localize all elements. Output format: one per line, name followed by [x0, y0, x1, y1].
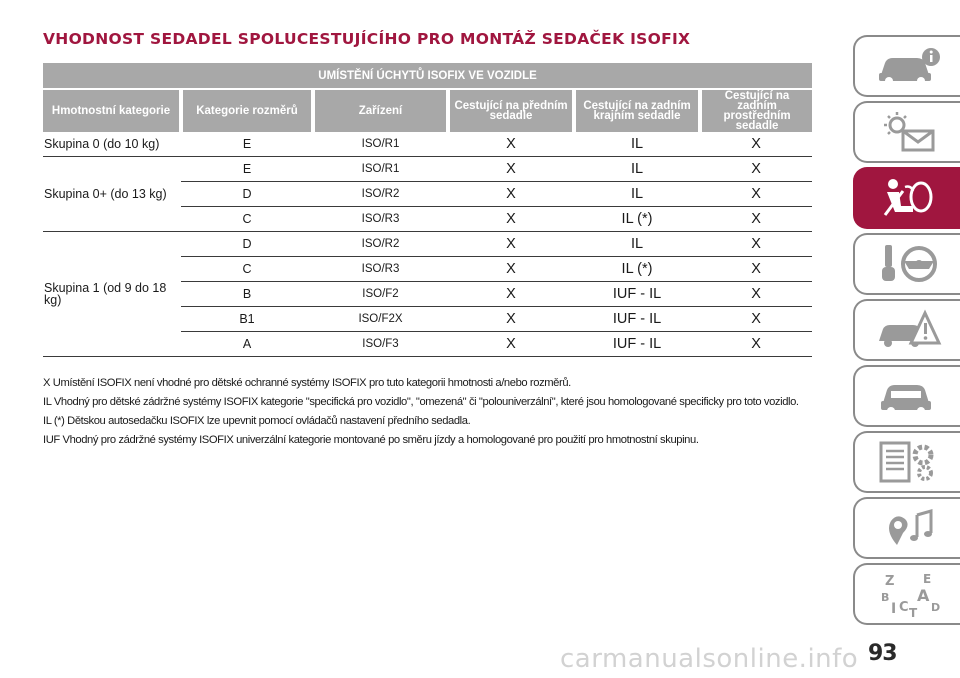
rear-outer-cell: IL (*) — [574, 257, 700, 282]
note-iuf: IUF Vhodný pro zádržné systémy ISOFIX univerzální kategorie montované po směru jízdy a homologované pro použití pro hmotnostní skupinu. — [43, 434, 699, 446]
tab-warning-lights[interactable] — [853, 101, 960, 163]
front-cell: X — [448, 132, 574, 157]
note-x: X Umístění ISOFIX není vhodné pro dětské ochranné systémy ISOFIX pro tuto kategorii hmotnosti a/nebo rozměrů. — [43, 377, 571, 389]
device-cell: ISO/R1 — [313, 157, 448, 182]
front-cell: X — [448, 282, 574, 307]
note-il-star: IL (*) Dětskou autosedačku ISOFIX lze upevnit pomocí ovládačů nastavení předního sedadla. — [43, 415, 471, 427]
airbag-seatbelt-icon — [873, 175, 943, 221]
rear-outer-cell: IUF - IL — [574, 307, 700, 332]
front-cell: X — [448, 232, 574, 257]
rear-outer-cell: IL — [574, 182, 700, 207]
index-letter: I — [890, 601, 896, 617]
weight-group-label: Skupina 0+ (do 13 kg) — [43, 157, 181, 232]
watermark: carmanualsonline.info — [560, 644, 859, 674]
rear-middle-cell: X — [700, 132, 812, 157]
index-letters-icon — [873, 571, 943, 617]
group-header: UMÍSTĚNÍ ÚCHYTŮ ISOFIX VE VOZIDLE — [43, 63, 812, 89]
chapter-tabs — [853, 35, 960, 629]
rear-outer-cell: IUF - IL — [574, 332, 700, 357]
col-header-front: Cestující na předním sedadle — [448, 89, 574, 132]
device-cell: ISO/F2 — [313, 282, 448, 307]
device-cell: ISO/R2 — [313, 232, 448, 257]
front-cell: X — [448, 307, 574, 332]
rear-outer-cell: IL (*) — [574, 207, 700, 232]
rear-outer-cell: IUF - IL — [574, 282, 700, 307]
breakdown-triangle-icon — [873, 307, 943, 353]
size-cell: B1 — [181, 307, 313, 332]
col-header-size: Kategorie rozměrů — [181, 89, 313, 132]
tab-technical-data[interactable] — [853, 431, 960, 493]
size-cell: D — [181, 232, 313, 257]
index-letter: B — [880, 591, 889, 604]
weight-group-label: Skupina 0 (do 10 kg) — [43, 132, 181, 157]
rear-middle-cell: X — [700, 157, 812, 182]
tab-index[interactable] — [853, 563, 960, 625]
col-header-rear-middle: Cestující na zadním prostředním sedadle — [700, 89, 812, 132]
specifications-gear-icon — [873, 439, 943, 485]
tab-maintenance[interactable] — [853, 365, 960, 427]
size-cell: C — [181, 257, 313, 282]
table-row — [43, 132, 812, 157]
index-letter: A — [916, 586, 929, 605]
isofix-table — [43, 63, 812, 357]
device-cell: ISO/R3 — [313, 207, 448, 232]
weight-group-label: Skupina 1 (od 9 do 18 kg) — [43, 232, 181, 357]
rear-middle-cell: X — [700, 207, 812, 232]
table-row — [43, 157, 812, 182]
device-cell: ISO/R2 — [313, 182, 448, 207]
warning-lights-icon — [873, 109, 943, 155]
key-steering-icon — [873, 241, 943, 287]
size-cell: E — [181, 157, 313, 182]
size-cell: C — [181, 207, 313, 232]
size-cell: A — [181, 332, 313, 357]
size-cell: D — [181, 182, 313, 207]
rear-middle-cell: X — [700, 182, 812, 207]
legend-notes — [43, 376, 818, 452]
device-cell: ISO/R3 — [313, 257, 448, 282]
index-letter: C — [898, 600, 909, 615]
car-info-icon — [873, 43, 943, 89]
front-cell: X — [448, 332, 574, 357]
col-header-rear-outer: Cestující na zadním krajním sedadle — [574, 89, 700, 132]
col-header-device: Zařízení — [313, 89, 448, 132]
device-cell: ISO/F3 — [313, 332, 448, 357]
size-cell: E — [181, 132, 313, 157]
tab-safety[interactable] — [853, 167, 960, 229]
page-title: VHODNOST SEDADEL SPOLUCESTUJÍCÍHO PRO MONTÁŽ SEDAČEK ISOFIX — [43, 30, 691, 48]
front-cell: X — [448, 207, 574, 232]
device-cell: ISO/F2X — [313, 307, 448, 332]
table-row — [43, 232, 812, 257]
front-cell: X — [448, 157, 574, 182]
index-letter: D — [930, 601, 940, 614]
col-header-weight: Hmotnostní kategorie — [43, 89, 181, 132]
front-cell: X — [448, 257, 574, 282]
tab-starting-driving[interactable] — [853, 233, 960, 295]
index-letter: T — [908, 606, 917, 617]
note-il: IL Vhodný pro dětské zádržné systémy ISOFIX kategorie "specifická pro vozidlo", "omezená" či "polouniverzální", které jsou homologované specificky pro toto vozidlo. — [43, 396, 799, 408]
size-cell: B — [181, 282, 313, 307]
rear-middle-cell: X — [700, 257, 812, 282]
rear-middle-cell: X — [700, 307, 812, 332]
rear-middle-cell: X — [700, 232, 812, 257]
car-service-icon — [873, 373, 943, 419]
rear-outer-cell: IL — [574, 132, 700, 157]
tab-car-info[interactable] — [853, 35, 960, 97]
tab-emergency[interactable] — [853, 299, 960, 361]
front-cell: X — [448, 182, 574, 207]
rear-middle-cell: X — [700, 282, 812, 307]
tab-multimedia[interactable] — [853, 497, 960, 559]
page-number: 93 — [868, 641, 897, 666]
rear-outer-cell: IL — [574, 157, 700, 182]
index-letter: E — [922, 572, 931, 586]
device-cell: ISO/R1 — [313, 132, 448, 157]
rear-outer-cell: IL — [574, 232, 700, 257]
multimedia-icon — [873, 505, 943, 551]
index-letter: Z — [884, 574, 894, 589]
rear-middle-cell: X — [700, 332, 812, 357]
